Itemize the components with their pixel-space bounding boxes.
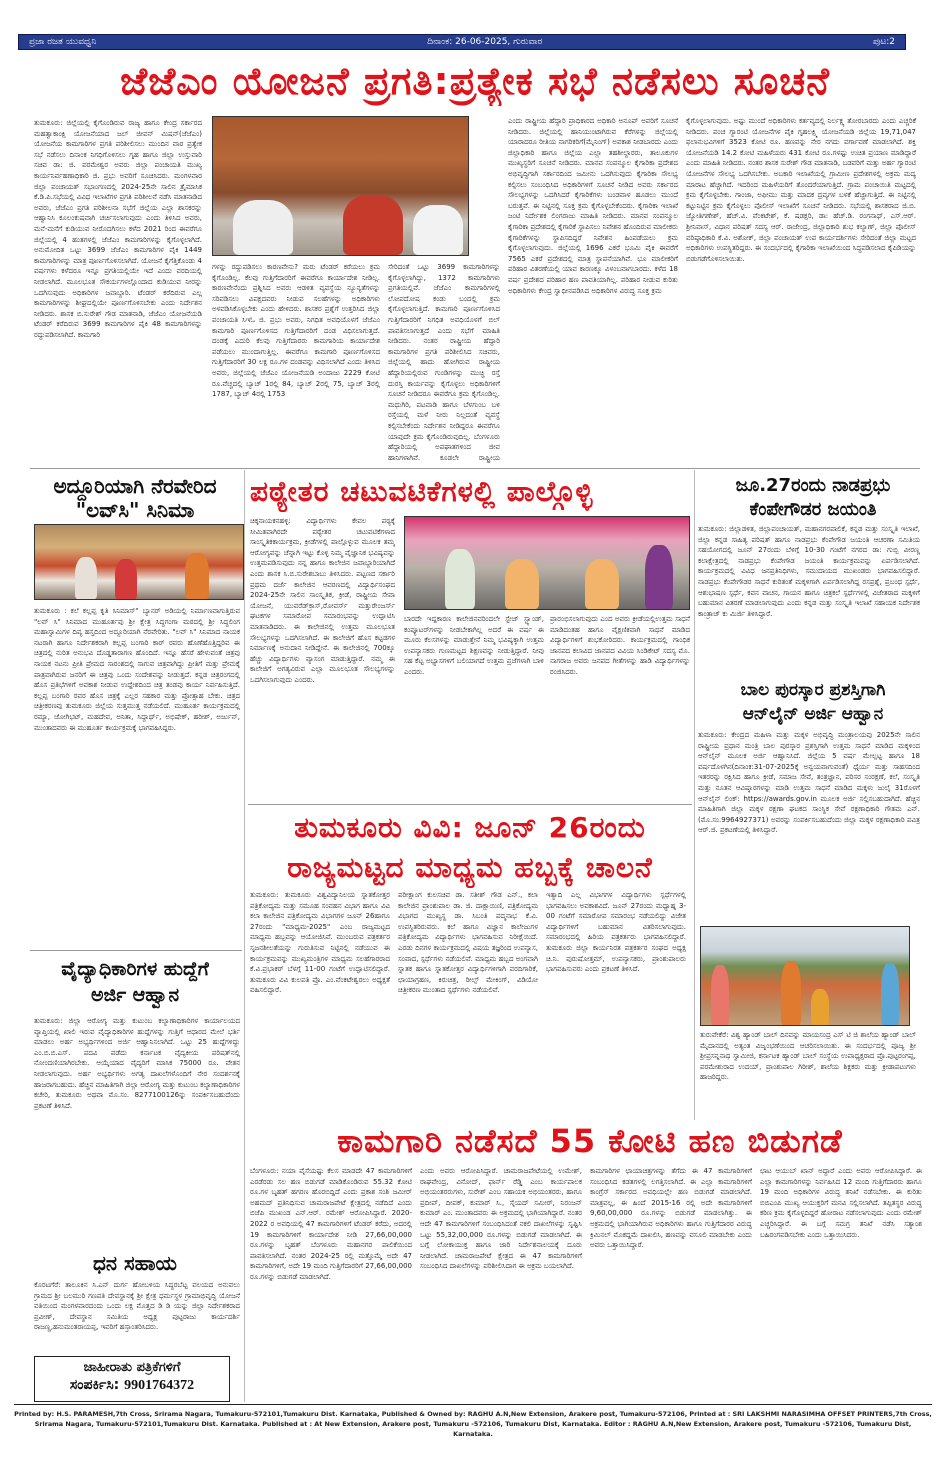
extracurricular-col-2: ಬಾರದೇ ಇದ್ದಕಾರಣ ಕಾಲೇಜಿನವರಿಂದಲೇ ಸ್ಟೇಜ್ ಸ್ಟ್ಯಾಂಡ್, ಕಂಪ್ಯೂಟರ್‌ಗಳನ್ನು ನೀಡಬೇಕಾಗಿಲ್ಲ ಅದರೆ ಈ ವರ್ಷ ಈ ಮೂರು ಕೆಲಸಗಳನ್ನು ಮಾಡುತ್ತೇನೆ ನಿಮ್ಮ ಭವಿಷ್ಯಕ್ಕಾಗಿ ಉತ್ತಮ ಉಪನ್ಯಾಸಕರು ಗುಣಮಟ್ಟದ ಶಿಕ್ಷಣವನ್ನು ನೀಡುತ್ತಿದ್ದಾರೆ. ನೀವು ಸಹ ಕೆಟ್ಟ ಅಭ್ಯಾಸಗಳಿಗೆ ಬಲಿಯಾಗದೆ ಉತ್ತಮ ಪ್ರಜೆಗಳಾಗಿ ಬಾಳಿ ಎಂದರು. (404, 615, 544, 676)
lovesi-body: ತುಮಕೂರು : ಕಲೆ ಕಲ್ಲಪ್ಪ ಕೃತಿ ಸಿನಿಮಾಸ್" ಬ್ಯಾನರ್ ಅಡಿಯಲ್ಲಿ ನಿರ್ಮಾಣವಾಗುತ್ತಿರುವ "ಲವ್ ಸಿ" ಸಿನಿಮಾದ ಮುಹೂರ್ತವು ಶ್ರೀ ಕ್ಷೇತ್ರ ಸಿದ್ಧಗಂಗಾ ಮಠದಲ್ಲಿ ಶ್ರೀ ಸಿದ್ಧಲಿಂಗ ಮಹಾಸ್ವಾಮಿಗಳ ದಿವ್ಯ ಹಸ್ತದಿಂದ ಅದ್ದೂರಿಯಾಗಿ ನೆರವೇರಿತು. "ಲವ್ ಸಿ" ಸಿನಿಮಾದ ನಾಯಕ ನಟರಾಗಿ ಹಾಗೂ ನಿರ್ದೇಶಕರಾಗಿ ಕಲ್ಲಪ್ಪ ಬಂಗಾರಿ ಕಾರ್ ರವರು ಹೊಣೆಹೊತ್ತಿದ್ದರಿವ ಈ ಚಿತ್ರದಲ್ಲಿ ನುರಿತ ಅನುಭವಿ ದೊಡ್ಡತಾರಾಗಣ ಹೊಂದಿದೆ. ಇನ್ನೂ ಹೆಸರೆ ಹೇಳುವಂತೆ ಚಿತ್ರವು ನಾಯಕ ನಟನು ಪ್ರೀತಿ ಪ್ರೇಮದ ಸಾರಂಶದಲ್ಲಿ ಸಾಗುವ ಚಿತ್ರವಾಗಿದ್ದು ಪ್ರೀತಿಗೆ ಮತ್ತು ಪ್ರೇಮಕ್ಕೆ ಪಾತ್ರವಾಗಿರುವ ಜನರಿಗೆ ಈ ಚಿತ್ರವು ಒಂದು ಸಂದೇಶವನ್ನು ನೀಡುತ್ತದೆ. ಕನ್ನಡ ಚಿತ್ರರಂಗದಲ್ಲಿ ಹೊಸ ಪ್ರತಿಭೆಗಳಿಗೆ ಅವಕಾಶ ನೀಡುವ ಉದ್ದೇಶದಿಂದ ಚಿತ್ರ ತಂಡವು ಕಾರ್ಯ ನಿರ್ವಹಿಸುತ್ತಿದೆ. ಕಲ್ಲಪ್ಪ ಬಂಗಾರಿ ರವರ ಹೊಸ ಚಿತ್ರಕ್ಕೆ ಎಲ್ಲರ ಸಹಕಾರ ಮತ್ತು ಪ್ರೋತ್ಸಾಹ ಬೇಕು. ಚಿತ್ರದ ಚಿತ್ರೀಕರಣವು ತುಮಕೂರು ಜಿಲ್ಲೆಯ ಸುತ್ತಮುತ್ತ ನಡೆಯಲಿದೆ. ಮುಹೂರ್ತ ಕಾರ್ಯಕ್ರಮದಲ್ಲಿ ರಮ್ಯಾ, ಜೋಗಿಭಟ್, ಮಹದೇವ, ಅನಿತಾ, ಸಿದ್ದಾರ್ಥ್, ಅಭಿಷೇಕ್, ಹರೀಶ್, ಅರ್ಜುನ್, ಮುಂತಾದವರು ಈ ಮುಹೂರ್ತ ಕಾರ್ಯಕ್ರಮಕ್ಕೆ ಭಾಗವಹಿಸಿದ್ದರು. (34, 607, 240, 732)
bala-puraskar-headline-line1: ಬಾಲ ಪುರಸ್ಕಾರ ಪ್ರಶಸ್ತಿಗಾಗಿ (740, 680, 886, 700)
kempegowda-headline (698, 474, 928, 522)
dhana-sahaya-body: ಕೊರಟಗೆರೆ: ತಾಲೂಕಿನ ಸಿ.ಎನ್ ದುರ್ಗ ಹೋಬಳಿಯ ಸಿದ್ಧರಬೆಟ್ಟ ವಲಯದ ಅನುವಲು ಗ್ರಾಮದ ಶ್ರೀ ಬಲಮುರಿ ಗಣಪತಿ ದೇವಸ್ಥಾನಕ್ಕೆ ಶ್ರೀ ಕ್ಷೇತ್ರ ಧರ್ಮಸ್ಥಳ ಗ್ರಾಮಾಭಿವೃದ್ಧಿ ಯೋಜನೆ ವತಿಯಿಂದ ಮಂಗಳವಾರದಂದು ಒಂದು ಲಕ್ಷ ಮೊತ್ತದ ಡಿ ಡಿ ಯನ್ನು ಜಿಲ್ಲಾ ನಿರ್ದೇಶಕರಾದ ಪ್ರವೀಣ್, ದೇವಸ್ಥಾನ ಸಮಿತಿಯ ಅಧ್ಯಕ್ಷ ಪುಟ್ಟರಾಜು ಕಾರ್ಯದರ್ಶಿ ರಾಜಣ್ಣ,ಹನುಮಂತರಾಯಪ್ಪ, ಇವರಿಗೆ ಹಸ್ತಾಂತರಿಸಿದರು. (34, 1281, 240, 1332)
lead-col-1: ತುಮಕೂರು: ಜಿಲ್ಲೆಯಲ್ಲಿ ಕೈಗೊಂಡಿರುವ ರಾಜ್ಯ ಹಾಗೂ ಕೇಂದ್ರ ಸರ್ಕಾರದ ಮಹತ್ವಾಕಾಂಕ್ಷಿ ಯೋಜನೆಯಾದ ಜಲ್ ಜೀವನ್ ಮಿಷನ್(ಜೆಜೆಎಂ) ಯೋಜನೆಯ ಕಾಮಗಾರಿಗಳ ಪ್ರಗತಿ ಪರಿಶೀಲಿಸಲು ಮುಂದಿನ ವಾರ ಪ್ರತ್ಯೇಕ ಸಭೆ ನಡೆಸಲು ದಿನಾಂಕ ನಿಗಧಿಗೊಳಿಸಲು ಗೃಹ ಹಾಗೂ ಜಿಲ್ಲಾ ಉಸ್ತುವಾರಿ ಸಚಿವ ಡಾ: ಜಿ. ಪರಮೇಶ್ವರ ಅವರು ಜಿಲ್ಲಾ ಪಂಚಾಯತಿ ಮುಖ್ಯ ಕಾರ್ಯನಿರ್ವಹಣಾಧಿಕಾರಿ ಜಿ. ಪ್ರಭು ಅವರಿಗೆ ಸೂಚಿಸಿದರು. ಮಂಗಳವಾರ ಜಿಲ್ಲಾ ಪಂಚಾಯತ್ ಸಭಾಂಗಣದಲ್ಲಿ 2024-25ನೇ ಸಾಲಿನ ತ್ರೈಮಾಸಿಕ ಕೆ.ಡಿ.ಪಿ.ಸಭೆಯಲ್ಲಿ ವಿವಿಧ ಇಲಾಖೆಗಳ ಪ್ರಗತಿ ಪರಿಶೀಲನೆ ನಡೆಸಿ ಮಾತನಾಡಿದ ಅವರು, ಜೆಜೆಎಂ ಪ್ರಗತಿ ಪರಿಶೀಲನಾ ಸಭೆಗೆ ಜಿಲ್ಲೆಯ ಎಲ್ಲಾ ಶಾಸಕರನ್ನು ಆಹ್ವಾನಿಸಿ ಕೂಲಂಕುಷವಾಗಿ ಚರ್ಚಿಸಲಾಗುವುದು ಎಂದು ತಿಳಿಸಿದ ಅವರು, ಮನೆ-ಮನೆಗೆ ಕುಡಿಯುವ ನೀರೊದಗಿಸಲು ಕಳೆದ 2021 ರಿಂದ ಈವರೆಗೂ ಜಿಲ್ಲೆಯಲ್ಲಿ 4 ಹಂತಗಳಲ್ಲಿ ಜೆಜೆಎಂ ಕಾಮಗಾರಿಗಳನ್ನು ಕೈಗೊಳ್ಳಲಾಗಿದೆ. ಅನುಮೋದಿತ ಒಟ್ಟು 3699 ಜೆಜೆಎಂ ಕಾಮಗಾರಿಗಳ ಪೈಕಿ 1449 ಕಾಮಗಾರಿಗಳನ್ನು ಮಾತ್ರ ಪೂರ್ಣಗೊಳಿಸಲಾಗಿದೆ. ಯೋಜನೆ ಕೈಗೆತ್ತಿಕೊಂಡು 4 ವರ್ಷಗಳು ಕಳೆದರೂ ಇನ್ನೂ ಪ್ರಗತಿಯಲ್ಲಿಯೇ ಇದೆ ಎಂದು ವರದಿಯಲ್ಲಿ ನೀಡಲಾಗಿದೆ. ಮೂಲಭೂತ ಸೌಕರ್ಯಗಳಲ್ಲೊಂದಾದ ಕುಡಿಯುವ ನೀರನ್ನು ಒದಗಿಸುವುದು ಅಧಿಕಾರಿಗಳ ಜವಾಬ್ದಾರಿ. ಟೆಂಡರ್ ಕರೆದಿರುವ ಎಲ್ಲ ಕಾಮಗಾರಿಗಳನ್ನು ಶೀಘ್ರದಲ್ಲಿಯೇ ಪೂರ್ಣಗೊಳಿಸಬೇಕು ಎಂದು ನಿರ್ದೇಶನ ನೀಡಿದರು. ಶಾಸಕ ಬಿ.ಸುರೇಶ್ ಗೌಡ ಮಾತನಾಡಿ, ಜೆಜೆಎಂ ಯೋಜನೆಯಡಿ ಟೆಂಡರ್ ಕರೆದಿರುವ 3699 ಕಾಮಗಾರಿಗಳ ಪೈಕಿ 48 ಕಾಮಗಾರಿಗಳನ್ನು ರದ್ದುಪಡಿಸಲಾಗಿದೆ. ಕಾಮಗಾರಿ (34, 119, 202, 339)
page-number: ಪುಟ:2 (873, 37, 895, 47)
lead-col-4: ಎಂದು ರಾಷ್ಟ್ರೀಯ ಹೆದ್ದಾರಿ ಪ್ರಾಧಿಕಾರದ ಅಧಿಕಾರಿ ಅನೂಪ್ ಅವರಿಗೆ ಸೂಚನೆ ನೀಡಿದರು. ಜಿಲ್ಲೆಯಲ್ಲಿ ಹಾನಿಯುಂಟಾಗಿರುವ ಕೆರೆಗಳನ್ನು ಜಿಲ್ಲೆಯಲ್ಲಿ ಯಾರಾದರೂ ರೀತಿಯ ನಾಗರಿಕರಿಗೆ(ಮೈನಿಂಗ್) ಅವಕಾಶ ನೀಡಬಾರದು ಎಂದು ಜಿಲ್ಲಾಧಿಕಾರಿ ಹಾಗೂ ಜಿಲ್ಲೆಯ ಎಲ್ಲಾ ತಹಶೀಲ್ದಾರರು, ತಾಲೂಕುಗಳ ಮುಖ್ಯಸ್ಥರಿಗೆ ಸೂಚನೆ ನೀಡಿದರು. ಮಾನವ ಸಂಪನ್ಮೂಲ ಕೈಗಾರಿಕಾ ಪ್ರದೇಶದ ಅಭಿವೃದ್ಧಿಗಾಗಿ ಸರ್ಕಾರದಿಂದ ಜಮೀನು ಒದಗಿಸುವುದು ಕೈಗಾರಿಕಾ ಸೌಲಭ್ಯ ಕಲ್ಪಿಸಲು ಸಂಬಂಧಿಸಿದ ಅಧಿಕಾರಿಗಳಿಗೆ ಸೂಚನೆ ನೀಡಿದ ಅವರು ಸರ್ಕಾರದ ಸೌಲಭ್ಯಗಳನ್ನು ಒದಗಿಸಿದರೆ ಕೈಗಾರಿಕೆಗಳು ಬಂಡವಾಳ ಹೂಡಲು ಮುಂದೆ ಬರುತ್ತವೆ. ಈ ನಿಟ್ಟಿನಲ್ಲಿ ಸೂಕ್ತ ಕ್ರಮ ಕೈಗೊಳ್ಳಬೇಕೆಂದರು. ಕೈಗಾರಿಕಾ ಇಲಾಖೆ ಜಂಟಿ ನಿರ್ದೇಶಕ ಲಿಂಗರಾಜು ಮಾಹಿತಿ ನೀಡಿದರು. ಮಾನವ ಸಂಪನ್ಮೂಲ ಕೈಗಾರಿಕಾ ಪ್ರದೇಶದಲ್ಲಿ ಕೈಗಾರಿಕೆ ಸ್ಥಾಪಿಸಲು ನಿವೇಶನ ಹೊಂದಿರುವ ಮಾಲೀಕರು ಕೈಗಾರಿಕೆಗಳನ್ನು ಸ್ಥಾಪಿಸದಿದ್ದರೆ ನಿವೇಶನ ಹಿಂಪಡೆಯಲು ಕ್ರಮ ಕೈಗೊಳ್ಳಲಾಗುವುದು. ಜಿಲ್ಲೆಯಲ್ಲಿ 1696 ಎಕರೆ ಭೂಮಿ ಪೈಕಿ ಈವರೆಗೆ 7565 ಎಕರೆ ಪ್ರದೇಶದಲ್ಲಿ ಮಾತ್ರ ಸ್ಥಾಪನೆಯಾಗಿವೆ. ಭೂ ಮಾಲೀಕರಿಗೆ ಪರಿಹಾರ ವಿತರಣೆಯಲ್ಲಿ ಯಾವ ಕಾರಣಕ್ಕೂ ವಿಳಂಬವಾಗಬಾರದು. ಕಳೆದ 18 ವರ್ಷ ಪ್ರದೇಶದ ಪರಿಹಾರ ಹಣ ಪಾವತಿಯಾಗಿಲ್ಲ. ಪರಿಹಾರ ನೀಡುವ ಕುರಿತು ಅಧಿಕಾರಿಗಳು ಕೇಂದ್ರ ಸ್ವಾಧೀನಪಡಿಸಿದ ಅಧಿಕಾರಿಗಳ ವಿರುದ್ಧ ಸೂಕ್ತ ಕ್ರಮ (508, 117, 678, 295)
photo-figure (343, 195, 403, 255)
ad-phone: 9901764372 (124, 1378, 195, 1393)
imprint-line-2: Srirama Nagara, Tumakuru-572101,Tumakuru Dist. Karnataka. Published at : At New Extension, Arakere post, Tumakuru -572106, Tumakuru Dist, Karnataka. Editor : RAGHU A.N,New Extension, Arakere post, Tumakuru -572106, Tumakuru Dist, Karnataka. (34, 1420, 912, 1438)
photo-figure (811, 989, 829, 1025)
funds-col-4: ಛಾಟ ಆಯುಬ್ ಖಾನ್ ಅದ್ದಾರೆ ಎಂದು ಅವರು ಆರೋಪಿಸಿದ್ದಾರೆ. ಈ ಎಲ್ಲಾ ಕಾಮಗಾರಿಗಳನ್ನು ನಿರ್ವಹಿಸಿದ 12 ಮಂದಿ ಗುತ್ತಿಗೆದಾರರು ಹಾಗೂ 19 ಮಂದಿ ಅಧಿಕಾರಿಗಳ ವಿರುದ್ಧ ತನಿಖೆ ನಡೆಸಬೇಕು. ಈ ಕುರಿತು ಬಿಬಿಎಂಪಿ ಮುಖ್ಯ ಆಯುಕ್ತರಿಗೆ ಮನವಿ ಸಲ್ಲಿಸಲಾಗಿದೆ. ತಪ್ಪಿತಸ್ಥರ ವಿರುದ್ಧ ಕಠಿಣ ಕ್ರಮ ಕೈಗೊಳ್ಳದಿದ್ದರೆ ಹೋರಾಟ ನಡೆಸಲಾಗುವುದು ಎಂದು ರಮೇಶ್ ಎಚ್ಚರಿಸಿದ್ದಾರೆ. ಈ ಬಗ್ಗೆ ಸಮಗ್ರ ತನಿಖೆ ನಡೆಸಿ ಸತ್ಯಾಂಶ ಬಹಿರಂಗಪಡಿಸಬೇಕು ಎಂದು ಒತ್ತಾಯಿಸಿದರು. (760, 1167, 922, 1239)
paper-name: ಪ್ರಜಾ ರಜತ ಯುವಧ್ವನಿ (29, 37, 97, 47)
imprint-line-1: Printed by: H.S. PARAMESH,7th Cross, Srirama Nagara, Tumakuru-572101,Tumakuru Dist. Karnataka, Published & Owned by: RAGHU A.N,New Extension, Arakere post, Tumakuru-572106, Printed at : SRI LAKSHMI NARASIMHA OFFSET PRINTERS,7th Cross, (14, 1410, 932, 1418)
masthead-bar (18, 34, 906, 50)
media-fest-col-3: ಇತ್ಯಾದಿ ಎಲ್ಲ ವಿಭಾಗಗಳ ವಿದ್ಯಾರ್ಥಿಗಳು ಸ್ಪರ್ಧೆಗಳಲ್ಲಿ ಭಾಗವಹಿಸಲು ಅವಕಾಶವಿದೆ. ಜೂನ್ 27ರಂದು ಮಧ್ಯಾಹ್ನ 3-00 ಗಂಟೆಗೆ ಸಮಾರೋಪ ಸಮಾರಂಭ ನಡೆಯಲಿದ್ದು ವಿಜೇತ ವಿದ್ಯಾರ್ಥಿಗಳಿಗೆ ಬಹುಮಾನ ವಿತರಿಸಲಾಗುವುದು. ಸಮಾರಂಭದಲ್ಲಿ ಹಿರಿಯ ಪತ್ರಕರ್ತರು ಭಾಗವಹಿಸಲಿದ್ದಾರೆ. ತುಮಕೂರು ಜಿಲ್ಲಾ ಕಾರ್ಯನಿರತ ಪತ್ರಕರ್ತರ ಸಂಘದ ಅಧ್ಯಕ್ಷ ಚಿ.ನಿ. ಪುರುಷೋತ್ತಮ್, ಉಪನ್ಯಾಸಕರು, ಪ್ರಾಂಶುಪಾಲರು ಭಾಗವಹಿಸುವರು ಎಂದು ಪ್ರಕಟಣೆ ತಿಳಿಸಿದೆ. (546, 891, 686, 974)
bala-puraskar-headline-line2: ಆನ್‌ಲೈನ್ ಅರ್ಜಿ ಆಹ್ವಾನ (742, 704, 884, 724)
lovesi-headline-line1: ಅದ್ದೂರಿಯಾಗಿ ನೆರವೇರಿದ (53, 474, 217, 498)
funds-headline: ಕಾಮಗಾರಿ ನಡೆಸದೆ 55 ಕೋಟಿ ಹಣ ಬಿಡುಗಡೆ (337, 1122, 843, 1160)
media-fest-headline-line1: ತುಮಕೂರು ವಿವಿ: ಜೂನ್ 26ರಂದು (294, 811, 646, 844)
photo-figure (233, 200, 293, 255)
ad-line-1: ಜಾಹೀರಾತು ಪತ್ರಿಕೆಗಳಿಗೆ (83, 1360, 181, 1375)
kempegowda-headline-line2: ಕೆಂಪೇಗೌಡರ ಜಯಂತಿ (749, 499, 877, 520)
media-fest-col-1: ತುಮಕೂರು: ತುಮಕೂರು ವಿಶ್ವವಿದ್ಯಾನಿಲಯ ಸ್ನಾತಕೋತ್ತರ ಪತ್ರಿಕೋದ್ಯಮ ಮತ್ತು ಸಮೂಹ ಸಂವಹನ ವಿಭಾಗ ಹಾಗೂ ವಿವಿ ಕಲಾ ಕಾಲೇಜಿನ ಪತ್ರಿಕೋದ್ಯಮ ವಿಭಾಗಗಳ ಜೂನ್ 26ಹಾಗೂ 27ರಂದು "ಮಾಧ್ಯಮ-2025" ಎಂಬ ರಾಜ್ಯಮಟ್ಟದ ಮಾಧ್ಯಮ ಹಬ್ಬವನ್ನು ಆಯೋಜಿಸಿವೆ. ಮುಂಬರುವ ಪತ್ರಕರ್ತರ ಸೃಜನಶೀಲತೆಯನ್ನು ಗುರುತಿಸುವ ನಿಟ್ಟಿನಲ್ಲಿ ನಡೆಯುವ ಈ ಕಾರ್ಯಕ್ರಮವನ್ನು ಮುಖ್ಯಮಂತ್ರಿಗಳ ಮಾಧ್ಯಮ ಸಲಹೆಗಾರರಾದ ಕೆ.ವಿ.ಪ್ರಭಾಕರ್ ಬೆಳಗ್ಗೆ 11-00 ಗಂಟೆಗೆ ಉದ್ಘಾಟಿಸಲಿದ್ದಾರೆ. ತುಮಕೂರು ವಿವಿ ಕುಲಪತಿ ಪ್ರೊ. ಎಂ.ವೆಂಕಟೇಶ್ವರಲು ಅಧ್ಯಕ್ಷತೆ ವಹಿಸಲಿದ್ದಾರೆ. (250, 891, 390, 995)
kempegowda-headline-line1: ಜೂ.27ರಂದು ನಾಡಪ್ರಭು (735, 475, 891, 496)
lovesi-photo (34, 524, 244, 600)
lovesi-headline-line2: "ಲವ್‌ಸಿ" ಸಿನಿಮಾ (75, 498, 195, 522)
extracurricular-headline: ಪಠ್ಯೇತರ ಚಟುವಟಿಕೆಗಳಲ್ಲಿ ಪಾಲ್ಗೊಳ್ಳಿ (250, 475, 594, 508)
bala-puraskar-headline (698, 678, 928, 726)
lead-headline: ಜೆಜೆಎಂ ಯೋಜನೆ ಪ್ರಗತಿ:ಪ್ರತ್ಯೇಕ ಸಭೆ ನಡೆಸಲು ಸೂಚನೆ (120, 59, 830, 103)
lovesi-headline (30, 474, 240, 522)
ad-contact-label: ಸಂಪರ್ಕಿಸಿ: (69, 1377, 120, 1393)
funds-col-1: ಬೆಂಗಳೂರು: ನಯಾ ಪೈಸೆಯಷ್ಟು ಕೆಲಸ ಮಾಡದೇ 47 ಕಾಮಗಾರಿಗಳಿಗೆ ಎರಡೆರಡು ಸಲ ಹಣ ಬಿಡುಗಡೆ ಮಾಡಿಕೊಂಡಿರುವ 55.32 ಕೋಟಿ ರೂ.ಗಳ ಬೃಹತ್ ಹಗರಣ ಹೊರಬಿದ್ದಿದೆ ಎಂದು ಪ್ರಕಾಶ ಸಂಶಿ ಜಮೀರ್ ಅಹಮದ್ ಪ್ರತಿನಿಧಿಸುವ ಚಾಮರಾಜಪೇಟೆ ಕ್ಷೇತ್ರದಲ್ಲಿ ನಡೆದಿದೆ ಎಂದು ಬಿಜೆಪಿ ಮುಖಂಡ ಎನ್.ಆರ್. ರಮೇಶ್ ಆರೋಪಿಸಿದ್ದಾರೆ. 2020-2022 ರ ಅವಧಿಯಲ್ಲಿ 47 ಕಾಮಗಾರಿಗಳಿಗೆ ಟೆಂಡರ್ ಕರೆದು, ಅದರಲ್ಲಿ 19 ಕಾಮಗಾರಿಗಳಿಗೆ ಕಾರ್ಯಾದೇಶ ನೀಡಿ 27,66,00,000 ರೂ.ಗಳನ್ನು ಬೃಹತ್ ಬೆಂಗಳೂರು ಮಹಾನಗರ ಪಾಲಿಕೆಯಿಂದ ಪಾವತಿಸಲಾಗಿದೆ. ನಂತರ 2024-25 ರಲ್ಲಿ ಮತ್ತೊಮ್ಮೆ ಅದೇ 47 ಕಾಮಗಾರಿಗಳಿಗೆ, ಅದೇ 19 ಮಂದಿ ಗುತ್ತಿಗೆದಾರರಿಗೆ 27,66,00,000 ರೂ.ಗಳನ್ನು ಬಿಡುಗಡೆ ಮಾಡಲಾಗಿದೆ. (250, 1167, 412, 1281)
media-fest-headline-line2: ರಾಜ್ಯಮಟ್ಟದ ಮಾಧ್ಯಮ ಹಬ್ಬಕ್ಕೆ ಚಾಲನೆ (287, 851, 653, 884)
kempegowda-body: ತುಮಕೂರು: ಜಿಲ್ಲಾಡಳಿತ, ಜಿಲ್ಲಾಪಂಚಾಯತ್, ಮಹಾನಗರಪಾಲಿಕೆ, ಕನ್ನಡ ಮತ್ತು ಸಂಸ್ಕೃತಿ ಇಲಾಖೆ, ಜಿಲ್ಲಾ ಕನ್ನಡ ಸಾಹಿತ್ಯ ಪರಿಷತ್ ಹಾಗೂ ನಾಡಪ್ರಭು ಕೆಂಪೇಗೌಡ ಜಯಂತಿ ಆಚರಣಾ ಸಮಿತಿಯ ಸಹಯೋಗದಲ್ಲಿ ಜೂನ್ 27ರಂದು ಬೆಳಿಗ್ಗೆ 10-30 ಗಂಟೆಗೆ ನಗರದ ಡಾ: ಗುಬ್ಬಿ ವೀರಣ್ಣ ಕಲಾಕ್ಷೇತ್ರದಲ್ಲಿ ನಾಡಪ್ರಭು ಕೆಂಪೇಗೌಡ ಜಯಂತಿ ಕಾರ್ಯಕ್ರಮವನ್ನು ಏರ್ಪಡಿಸಲಾಗಿದೆ. ಕಾರ್ಯಕ್ರಮದಲ್ಲಿ ವಿವಿಧ ಜನಪ್ರತಿನಿಧಿಗಳು, ಸಮುದಾಯದ ಮುಖಂಡರು ಭಾಗವಹಿಸಲಿದ್ದಾರೆ. ನಾಡಪ್ರಭು ಕೆಂಪೇಗೌಡರ ಸಾಧನೆ ಕುರಿತಂತೆ ಮಕ್ಕಳಿಗಾಗಿ ಏರ್ಪಡಿಸಲಾಗಿದ್ದ ರಸಪ್ರಶ್ನೆ, ಪ್ರಬಂಧ ಸ್ಪರ್ಧೆ, ಆಶುಭಾಷಣ ಸ್ಪರ್ಧೆ, ಕವನ ವಾಚನ, ಗಾಯನ ಹಾಗೂ ಚಿತ್ರಕಲೆ ಸ್ಪರ್ಧೆಗಳಲ್ಲಿ ವಿಜೇತರಾದ ಮಕ್ಕಳಿಗೆ ಬಹುಮಾನ ವಿತರಣೆ ಮಾಡಲಾಗುವುದು ಎಂದು ಕನ್ನಡ ಮತ್ತು ಸಂಸ್ಕೃತಿ ಇಲಾಖೆ ಸಹಾಯಕ ನಿರ್ದೇಶಕ ಕಾಂತ್ರಾಜ್ ಕು ಮಿರ್ಜಿ ತಿಳಿಸಿದ್ದಾರೆ. (698, 525, 920, 618)
photo-figure (505, 559, 539, 609)
divider (30, 468, 920, 469)
funds-col-2: ಎಂದು ಅವರು ಆರೋಪಿಸಿದ್ದಾರೆ. ಚಾಮರಾಜಪೇಟೆಯಲ್ಲಿ ಉಮೇಶ್, ರಾಘವೇಂದ್ರ, ವಿನೋದ್, ಫಾರ್ನ್ ರೆಡ್ಡಿ ಎಂಬ ಕಾರ್ಯಪಾಲಕ ಅಭಿಯಂತರರುಗಳು, ಸುರೇಶ್ ಎಂಬ ಸಹಾಯಕ ಅಭಿಯಂತರರು, ಹಾಗೂ ಪ್ರದೀಪ್, ದೀಪಕ್, ಕುಮಾರ್ ಸಿ., ಸೈಯದ್ ಸಮೀರ್, ನಿರಂಜನ್ ಕುಮಾರ್ ಎಂ. ಮುಂತಾದವರು ಈ ಅಕ್ರಮದಲ್ಲಿ ಭಾಗಿಯಾಗಿದ್ದಾರೆ. ನಂತರ ಆದೇ 47 ಕಾಮಗಾರಿಗಳಿಗೆ ಸಂಬಂಧಿಸಿದಂತೆ ನಕಲಿ ದಾಖಲೆಗಳನ್ನು ಸೃಷ್ಟಿಸಿ ಒಟ್ಟು 55,32,00,000 ರೂ.ಗಳನ್ನು ಬಿಡುಗಡೆ ಮಾಡಲಾಗಿದೆ. ಈ ಬಗ್ಗೆ ಲೋಕಾಯುಕ್ತ ಹಾಗೂ ಜಾರಿ ನಿರ್ದೇಶನಾಲಯಕ್ಕೆ ದೂರು ನೀಡಲಾಗಿದೆ. ಚಾಮರಾಜಪೇಟೆ ಕ್ಷೇತ್ರದ ಈ 47 ಕಾಮಗಾರಿಗಳಿಗೆ ಸಂಬಂಧಿಸಿದ ದಾಖಲೆಗಳನ್ನು ಪರಿಶೀಲಿಸಿದಾಗ ಈ ಅಕ್ರಮ ಬಯಲಾಗಿದೆ. (420, 1167, 582, 1271)
extracurricular-col-3: ಪ್ರಾರಂಭಿಸಲಾಗುವುದು ಎಂದ ಅವರು ಕ್ರೀಡೆಯಲ್ಲಿಉತ್ತಮ ಸಾಧನೆ ಮಾಡಿದಂತಹ ಹಾಗೂ ವೈಕ್ಷಣಿಕವಾಗಿ ಸಾಧನೆ ಮಾಡಿದ ವಿದ್ಯಾರ್ಥಿಗಳಿಗೆ ಶುಭಕೋರಿದರು. ಕಾರ್ಯಕ್ರಮದಲ್ಲಿ ಗಾಂಧಿಕ ಜಾನಪದ ಕಲಾವಿದ ಜಾನಪದ ವಿವಿಯ ಸಿಂಡಿಕೇಟ್ ಸದಸ್ಯ ಮೊ. ನಾಗರಾಜ ಅವರು ಜನಪದ ಗೀತೆಗಳನ್ನು ಹಾಡಿ ವಿದ್ಯಾರ್ಥಿಗಳನ್ನು ರಂಜಿಸಿದರು. (550, 615, 690, 676)
photo-figure (711, 965, 729, 1025)
photo-figure (585, 559, 619, 609)
media-fest-col-2: ಪರೀಕ್ಷಾಂಗ ಕುಲಸಚಿವ ಡಾ. ಸತೀಶ್ ಗೌಡ ಎನ್., ಕಲಾ ಕಾಲೇಜಿನ ಪ್ರಾಂಶುಪಾಲ ಡಾ. ಜಿ. ದಾಕ್ಷಾಯಿಣಿ, ಪತ್ರಿಕೋದ್ಯಮ ವಿಭಾಗದ ಮುಖ್ಯಸ್ಥ ಡಾ. ಸಿಬಂತಿ ಪದ್ಮನಾಭ ಕೆ.ವಿ. ಉಪಸ್ಥಿತರಿರುವರು. ಕಲೆ ಹಾಗೂ ವಿಜ್ಞಾನ ಕಾಲೇಜುಗಳ ಪತ್ರಿಕೋದ್ಯಮ ವಿದ್ಯಾರ್ಥಿಗಳು ಭಾಗವಹಿಸುವ ನಿರೀಕ್ಷೆಯಿದೆ. ಎರಡು ದಿನಗಳ ಕಾರ್ಯಕ್ರಮದಲ್ಲಿ ವಿಷಯ ತಜ್ಞರಿಂದ ಉಪನ್ಯಾಸ, ಸಂವಾದ, ಸ್ಪರ್ಧೆಗಳು ನಡೆಯಲಿವೆ. ಮಾಧ್ಯಮ ಹಬ್ಬದ ಅಂಗವಾಗಿ ಸ್ನಾತಕ ಹಾಗೂ ಸ್ನಾತಕೋತ್ತರ ವಿದ್ಯಾರ್ಥಿಗಳಿಗಾಗಿ ವರದಿಗಾರಿಕೆ, ಛಾಯಾಗ್ರಹಣ, ಕಿರುಚಿತ್ರ, ರೀಲ್ಸ್ ಮೇಕಿಂಗ್, ವಿಡಿಯೋ ಚಿತ್ರೀಕರಣ ಮುಂತಾದ ಸ್ಪರ್ಧೆಗಳು ನಡೆಯಲಿವೆ. (398, 891, 538, 995)
divider (244, 470, 245, 1402)
photo-figure (185, 553, 209, 599)
media-fest-headline (250, 808, 690, 888)
photo-figure (413, 205, 463, 255)
doctors-body: ತುಮಕೂರು: ಜಿಲ್ಲಾ ಆರೋಗ್ಯ ಮತ್ತು ಕುಟುಂಬ ಕಲ್ಯಾಣಾಧಿಕಾರಿಗಳ ಕಾರ್ಯಾಲಯದ ವ್ಯಾಪ್ತಿಯಲ್ಲಿ ಖಾಲಿ ಇರುವ ವೈದ್ಯಾಧಿಕಾರಿಗಳ ಹುದ್ದೆಗಳನ್ನು ಗುತ್ತಿಗೆ ಆಧಾರದ ಮೇಲೆ ಭರ್ತಿ ಮಾಡಲು ಅರ್ಹ ಅಭ್ಯರ್ಥಿಗಳಿಂದ ಅರ್ಜಿ ಆಹ್ವಾನಿಸಲಾಗಿದೆ. ಒಟ್ಟು 25 ಹುದ್ದೆಗಳಿದ್ದು ಎಂ.ಬಿ.ಬಿ.ಎಸ್. ಪದವಿ ಪಡೆದು ಕರ್ನಾಟಕ ವೈದ್ಯಕೀಯ ಪರಿಷತ್‌ನಲ್ಲಿ ನೋಂದಣಿಯಾಗಿರಬೇಕು. ಆಯ್ಕೆಯಾದ ವೈದ್ಯರಿಗೆ ಮಾಸಿಕ 75000 ರೂ. ವೇತನ ನೀಡಲಾಗುವುದು. ಅರ್ಹ ಅಭ್ಯರ್ಥಿಗಳು ಅಗತ್ಯ ದಾಖಲೆಗಳೊಂದಿಗೆ ನೇರ ಸಂದರ್ಶನಕ್ಕೆ ಹಾಜರಾಗಬಹುದು. ಹೆಚ್ಚಿನ ಮಾಹಿತಿಗಾಗಿ ಜಿಲ್ಲಾ ಆರೋಗ್ಯ ಮತ್ತು ಕುಟುಂಬ ಕಲ್ಯಾಣಾಧಿಕಾರಿಗಳ ಕಚೇರಿ, ತುಮಕೂರು ಅಥವಾ ಮೊ.ಸಂ. 8277100126ನ್ನು ಸಂಪರ್ಕಿಸಬಹುದೆಂದು ಪ್ರಕಟಣೆ ತಿಳಿಸಿದೆ. (34, 1017, 240, 1110)
lead-col-2: ಗಳನ್ನು ರದ್ದುಪಡಿಸಲು ಕಾರಣವೇನು? ಮರು ಟೆಂಡರ್ ಕರೆಯಲು ಕ್ರಮ ಕೈಗೊಂಡಿಲ್ಲ. ಕೆಲವು ಗುತ್ತಿಗೆದಾರರಿಗೆ ಈವರೆಗೂ ಕಾರ್ಯಾದೇಶ ನೀಡಿಲ್ಲ. ಕಾರಣವೇನೆಂದು ಪ್ರಶ್ನಿಸಿದ ಅವರು ಆಡಳಿತ ವ್ಯವಸ್ಥೆಯ ನ್ಯೂನ್ಯತೆಗಳನ್ನು ಸರಿಪಡಿಸಲು ವಿಪಕ್ಷದವರು ನೀಡುವ ಸಲಹೆಗಳನ್ನು ಅಧಿಕಾರಿಗಳು ಅಳವಡಿಸಿಕೊಳ್ಳಬೇಕು ಎಂದು ಹೇಳಿದರು. ಶಾಸಕರ ಪ್ರಶ್ನೆಗೆ ಉತ್ತರಿಸಿದ ಜಿಲ್ಲಾ ಪಂಚಾಯತಿ ಸಿಇಓ ಜಿ. ಪ್ರಭು ಅವರು, ನಿಗಧಿತ ಅವಧಿಯೊಳಗೆ ಜೆಜೆಎಂ ಕಾಮಗಾರಿ ಪೂರ್ಣಗೊಳಿಸದ ಗುತ್ತಿಗೆದಾರರಿಗೆ ದಂಡ ವಿಧಿಸಲಾಗುತ್ತದೆ. ದಂಡಕ್ಕೆ ಎದುರಿ ಕೆಲವು ಗುತ್ತಿಗೆದಾರರು ಕಾಮಗಾರಿಯ ಕಾರ್ಯಾದೇಶ ಪಡೆಯಲು ಮುಂದಾಗುತ್ತಿಲ್ಲ. ಈವರೆಗೂ ಕಾಮಗಾರಿ ಪೂರ್ಣಗೊಳಿಸದ ಗುತ್ತಿಗೆದಾರರಿಗೆ 30 ಲಕ್ಷ ರೂ.ಗಳ ದಂಡವನ್ನು ವಿಧಿಸಲಾಗಿದೆ ಎಂದು ತಿಳಿಸಿದ ಅವರು, ಜಿಲ್ಲೆಯಲ್ಲಿ ಜೆಜೆಎಂ ಯೋಜನೆಯಡಿ ಅಂದಾಜು 2229 ಕೋಟಿ ರೂ.ವೆಚ್ಚದಲ್ಲಿ ಬ್ಯಾಚ್ 1ರಲ್ಲಿ 84, ಬ್ಯಾಚ್ 2ರಲ್ಲಿ 75, ಬ್ಯಾಚ್ 3ರಲ್ಲಿ 1787, ಬ್ಯಾಚ್ 4ರಲ್ಲಿ 1753 (212, 263, 380, 399)
handball-caption: ತುರುವೇಕೆರೆ: ವಿಶ್ವ ಹ್ಯಾಂಡ್ ಬಾಲ್ ದಿನವನ್ನು ಮಾಯಸಂದ್ರ ಎಸ್ ಟಿ ಜಿ ಶಾಲೆಯ ಹ್ಯಾಂಡ್ ಬಾಲ್ ಮೈದಾನದಲ್ಲಿ ಅತ್ಯಂತ ವಿಜೃಂಭಣೆಯಿಂದ ಆಚರಿಸಲಾಯಿತು. ಈ ಸಂದರ್ಭದಲ್ಲಿ ಪೂಜ್ಯ ಶ್ರೀ ಶ್ರೀಪ್ರಸನ್ನನಾಥ ಸ್ವಾಮೀಜಿ, ಕರ್ನಾಟಕ ಹ್ಯಾಂಡ್ ಬಾಲ್ ಸಂಸ್ಥೆಯ ಉಪಾಧ್ಯಕ್ಷರಾದ ಪ್ರೊ.ಪುಟ್ಟರಂಗಪ್ಪ, ಪರಮೇಶುರಾದ ಉದಯ್, ಪ್ರಾಂಶುಪಾಲ ಗಿರೀಶ್, ಶಾಲೆಯ ಶಿಕ್ಷಕರು ಮತ್ತು ಕ್ರೀಡಾಪಟುಗಳು ಹಾಜರಿದ್ದರು. (700, 1031, 916, 1082)
doctors-headline-line1: ವೈದ್ಯಾಧಿಕಾರಿಗಳ ಹುದ್ದೆಗೆ (61, 958, 209, 980)
bala-puraskar-body: ತುಮಕೂರು: ಕೇಂದ್ರದ ಮಹಿಳಾ ಮತ್ತು ಮಕ್ಕಳ ಅಭಿವೃದ್ಧಿ ಮಂತ್ರಾಲಯವು 2025ನೇ ಸಾಲಿನ ರಾಷ್ಟ್ರೀಯ ಪ್ರಧಾನ ಮಂತ್ರಿ ಬಾಲ ಪುರಸ್ಕಾರ ಪ್ರಶಸ್ತಿಗಾಗಿ ಉತ್ತಮ ಸಾಧನೆ ಮಾಡಿದ ಮಕ್ಕಳಿಂದ ಆನ್‌ಲೈನ್ ಮೂಲಕ ಅರ್ಜಿ ಆಹ್ವಾನಿಸಿದೆ. ಜಿಲ್ಲೆಯ 5 ವರ್ಷ ಮೇಲ್ಪಟ್ಟ ಹಾಗೂ 18 ವರ್ಷದೊಳಗಿನ(ದಿನಾಂಕ:31-07-2025ಕ್ಕೆ ಅನ್ವಯವಾಗುವಂತೆ) ಧೈರ್ಯ ಮತ್ತು ಸಾಹಸದಿಂದ ಇತರರನ್ನು ರಕ್ಷಿಸಿದ ಹಾಗೂ ಕ್ರೀಡೆ, ಸಮಾಜ ಸೇವೆ, ತಂತ್ರಜ್ಞಾನ, ಪರಿಸರ ಸಂರಕ್ಷಣೆ, ಕಲೆ, ಸಂಸ್ಕೃತಿ ಮತ್ತು ನೂತನ ಆವಿಷ್ಕಾರಗಳನ್ನು ಮಾಡಿ ಉತ್ತಮ ಸಾಧನೆ ಮಾಡಿದ ಮಕ್ಕಳು ಜುಲೈ 31ರೊಳಗೆ ಆನ್‌ಲೈನ್ ಲಿಂಕ್: https://awards.gov.in ಮೂಲಕ ಅರ್ಜಿ ಸಲ್ಲಿಸಬಹುದಾಗಿದೆ. ಹೆಚ್ಚಿನ ಮಾಹಿತಿಗಾಗಿ ಜಿಲ್ಲಾ ಮಕ್ಕಳ ರಕ್ಷಣಾ ಘಟಕದ ಸಾಂಸ್ಥಿಕ ಸೇವೆ ರಕ್ಷಣಾಧಿಕಾರಿ ಗೌತಮ ಎನ್.(ಮೊ.ಸಂ.9964927371) ಅವರನ್ನು ಸಂಪರ್ಕಿಸಬಹುದೆಂದು ಜಿಲ್ಲಾ ಮಕ್ಕಳ ರಕ್ಷಣಾಧಿಕಾರಿ ಪವಿತ್ರ ಆರ್.ಜಿ. ಪ್ರಕಟಣೆಯಲ್ಲಿ ತಿಳಿಸಿದ್ದಾರೆ. (698, 731, 920, 835)
divider (30, 950, 242, 951)
divider (248, 804, 692, 805)
photo-figure (115, 559, 137, 599)
dhana-sahaya-headline: ಧನ ಸಹಾಯ (93, 1251, 177, 1275)
photo-figure (75, 557, 97, 599)
extracurricular-photo (404, 516, 690, 610)
imprint-footer (14, 1404, 932, 1439)
doctors-headline (30, 956, 240, 1008)
funds-col-3: ಕಾಮಗಾರಿಗಳ ಛಾಯಾಚಿತ್ರಗಳನ್ನು ತೆಗೆದು ಈ 47 ಕಾಮಗಾರಿಗಳಿಗೆ ಸಂಬಂಧಿಸಿದ ಕಡತಗಳಲ್ಲಿ ಲಗತ್ತಿಸಲಾಗಿದೆ. ಈ ಎಲ್ಲಾ ಕಾಮಗಾರಿಗಳಿಗೆ ಕಾಂಗ್ರೆಸ್ ಸರ್ಕಾರದ ಅವಧಿಯಲ್ಲೇ ಹಣ ಬಿಡುಗಡೆ ಮಾಡಲಾಗಿದೆ. ಮಾತ್ರವಲ್ಲ, ಈ ಹಿಂದೆ 2015-16 ರಲ್ಲಿ ಅದೇ ಕಾಮಗಾರಿಗಳಿಗೆ 9,60,00,000 ರೂ.ಗಳನ್ನು ಬಿಡುಗಡೆ ಮಾಡಲಾಗಿತ್ತು. ಈ ಅಕ್ರಮದಲ್ಲಿ ಭಾಗಿಯಾಗಿರುವ ಅಧಿಕಾರಿಗಳು ಹಾಗೂ ಗುತ್ತಿಗೆದಾರರ ವಿರುದ್ಧ ಕ್ರಿಮಿನಲ್ ಮೊಕದ್ದಮೆ ದಾಖಲಿಸಿ, ಹಣವನ್ನು ವಸೂಲಿ ಮಾಡಬೇಕು ಎಂದು ಅವರು ಒತ್ತಾಯಿಸಿದ್ದಾರೆ. (590, 1167, 752, 1250)
divider (694, 470, 695, 1120)
lead-photo-meeting (212, 116, 469, 256)
photo-figure (881, 963, 899, 1025)
photo-figure (445, 549, 475, 609)
photo-figure (645, 545, 673, 609)
issue-date: ದಿನಾಂಕ: 26-06-2025, ಗುರುವಾರ (427, 37, 543, 47)
ad-line-2 (35, 1377, 229, 1394)
extracurricular-col-1: ಚಿಕ್ಕನಾಯಕನಹಳ್ಳಿ: ವಿದ್ಯಾರ್ಥಿಗಳು ಕೇವಲ ಪಠ್ಯಕ್ಕೆ ಸೀಮಿತವಾಗಿರದೇ ಪಠ್ಯೇತರ ಚಟುವಟಿಕೆಗಳಾದ ಸಾಂಸ್ಕೃತಿಕಕಾರ್ಯಕ್ರಮ, ಕ್ರೀಡೆಗಳಲ್ಲಿ ಪಾಲ್ಗೊಳ್ಳುವ ಮೂಲಕ ತಮ್ಮ ಆರೋಗ್ಯವನ್ನು ಚೆನ್ನಾಗಿ ಇಟ್ಟು ಕೊಳ್ಳಿ ನಿಮ್ಮ ವೈಜ್ಞಾನಿಕ ಭವಿಷ್ಯವನ್ನು ಉತ್ತಮಪಡಿಸುವುದು ನನ್ನ ಹಾಗೂ ಕಾಲೇಜಿನ ಜವಾಬ್ದಾರಿಯಾಗಿದೆ ಎಂದು ಶಾಸಕ ಸಿ.ಬಿ.ಸುರೇಶಬಾಬು ತಿಳಿಸಿದರು. ಪಟ್ಟಣದ ಸರ್ಕಾರಿ ಪ್ರಥಮ ದರ್ಜೆ ಕಾಲೇಜಿನ ಆವರಣದಲ್ಲಿ ವಿದ್ಯಾರ್ಥಿಸಂಘದ 2024-25ನೇ ಸಾಲಿನ ಸಾಂಸ್ಕೃತಿಕ, ಕ್ರೀಡೆ, ರಾಷ್ಟ್ರೀಯ ಸೇವಾ ಯೋಜನೆ, ಯುವರೆಡ್‌ಕ್ರಾಸ್,ರೋವರ್ಸ್ ಮತ್ತುರೇಂಜರ್ಸ್ ಘಟಕಗಳ ಸಮಾರೋಪ ಸಮಾರಂಭವನ್ನು ಉದ್ಘಾಟಿಸಿ ಮಾತನಾಡಿದರು. ಈ ಕಾಲೇಜಿನಲ್ಲಿ ಉತ್ತಮ ಮೂಲಭೂತ ಸೌಲಭ್ಯಗಳನ್ನು ಒದಗಿಸಲಾಗಿದೆ. ಈ ಕಾಲೇಜಿಗೆ ಹೊಸ ಕಟ್ಟಡಗಳ ನಿರ್ಮಾಣಕ್ಕೆ ಅನುದಾನ ನೀಡಿದ್ದೇನೆ. ಈ ಕಾಲೇಜಿನಲ್ಲಿ 700ಕ್ಕೂ ಹೆಚ್ಚು ವಿದ್ಯಾರ್ಥಿಗಳು ವ್ಯಾಸಂಗ ಮಾಡುತ್ತಿದ್ದಾರೆ. ನಮ್ಮ ಈ ಕಾಲೇಜಿಗೆ ಅಗತ್ಯವಿರುವ ಎಲ್ಲಾ ಮೂಲಭೂತ ಸೌಲಭ್ಯಗಳನ್ನು ಒದಗಿಸಲಾಗುವುದು ಎಂದರು. (250, 517, 395, 684)
lead-col-5: ಕೈಗೊಳ್ಳಲಾಗುವುದು. ಅಷ್ಟು ಮುಂದೆ ಅಧಿಕಾರಿಗಳು ಕರ್ತವ್ಯದಲ್ಲಿ ನಿರ್ಲಕ್ಷ್ಯ ತೋರಬಾರದು ಎಂದು ಎಚ್ಚರಿಕೆ ನೀಡಿದರು. ಪಂಚ ಗ್ಯಾರಂಟಿ ಯೋಜನೆಗಳ ಪೈಕಿ ಗೃಹಲಕ್ಷ್ಮಿ ಯೋಜನೆಯಡಿ ಜಿಲ್ಲೆಯ 19,71,047 ಫಲಾನುಭವಿಗಳಿಗೆ 3523 ಕೋಟಿ ರೂ. ಹಣವನ್ನು ನೇರ ನಗದು ವರ್ಗಾವಣೆ ಮಾಡಲಾಗಿದೆ. ಶಕ್ತಿ ಯೋಜನೆಯಡಿ 14.2 ಕೋಟಿ ಮಹಿಳೆಯರು 431 ಕೋಟಿ ರೂ.ಗಳಷ್ಟು ಉಚಿತ ಪ್ರಯಾಣ ಮಾಡಿದ್ದಾರೆ ಎಂದು ಮಾಹಿತಿ ನೀಡಿದರು. ನಂತರ ಶಾಸಕ ಸುರೇಶ್ ಗೌಡ ಮಾತನಾಡಿ, ಬಡವರಿಗೆ ಮತ್ತು ಅರ್ಹ ಗ್ಯಾರಂಟಿ ಯೋಜನೆಗಳ ಸೌಲಭ್ಯ ಒದಗಿಸಬೇಕು. ಅಬಕಾರಿ ಇಲಾಖೆಯಲ್ಲಿ ಗ್ರಾಮೀಣ ಪ್ರದೇಶಗಳಲ್ಲಿ ಅಕ್ರಮ ಮದ್ಯ ಮಾರಾಟ ಹೆಚ್ಚಾಗಿದೆ. ಇದರಿಂದ ಮಹಿಳೆಯರಿಗೆ ತೊಂದರೆಯಾಗುತ್ತಿದೆ. ಗ್ರಾಮ ಪಂಚಾಯಿತಿ ಮಟ್ಟದಲ್ಲಿ ಕ್ರಮ ಕೈಗೊಳ್ಳಬೇಕು. ಗಾಂಜಾ, ಅಫೀಮು ಮತ್ತು ಮಾದಕ ದ್ರವ್ಯಗಳ ಬಳಕೆ ಹೆಚ್ಚಾಗುತ್ತಿದೆ. ಈ ನಿಟ್ಟಿನಲ್ಲಿ ಕಟ್ಟುನಿಟ್ಟಿನ ಕ್ರಮ ಕೈಗೊಳ್ಳಲು ಪೊಲೀಸ್ ಇಲಾಖೆಗೆ ಸೂಚನೆ ನೀಡಿದರು. ಸಭೆಯಲ್ಲಿ ಶಾಸಕರಾದ ಜಿ.ಬಿ. ಜ್ಯೋತಿಗಣೇಶ್, ಹೆಚ್.ವಿ. ವೆಂಕಟೇಶ್, ಕೆ. ಷಡಕ್ಷರಿ, ಡಾ: ಹೆಚ್.ಡಿ. ರಂಗನಾಥ್, ಎಸ್.ಆರ್. ಶ್ರೀನಿವಾಸ್, ವಿಧಾನ ಪರಿಷತ್ ಸದಸ್ಯ ಆರ್. ರಾಜೇಂದ್ರ, ಜಿಲ್ಲಾಧಿಕಾರಿ ಶುಭ ಕಲ್ಯಾಣ್, ಜಿಲ್ಲಾ ಪೊಲೀಸ್ ವರಿಷ್ಠಾಧಿಕಾರಿ ಕೆ.ವಿ. ಅಶೋಕ್, ಜಿಲ್ಲಾ ಪಂಚಾಯತ್ ಉಪ ಕಾರ್ಯದರ್ಶಿಗಳು ಸೇರಿದಂತೆ ಜಿಲ್ಲಾ ಮಟ್ಟದ ಅಧಿಕಾರಿಗಳು ಉಪಸ್ಥಿತರಿದ್ದರು. ಈ ಸಂದರ್ಭದಲ್ಲಿ ಕೈಗಾರಿಕಾ ಇಲಾಖೆಯಿಂದ ಸಿದ್ಧಪಡಿಸಲಾದ ಕೈಪಿಡಿಯನ್ನು ಬಿಡುಗಡೆಗೊಳಿಸಲಾಯಿತು. (686, 117, 916, 263)
lead-col-3: ಸೇರಿದಂತೆ ಒಟ್ಟು 3699 ಕಾಮಗಾರಿಗಳನ್ನು ಕೈಗೊಳ್ಳಲಾಗಿದ್ದು, 1372 ಕಾಮಗಾರಿಗಳು ಪ್ರಗತಿಯಲ್ಲಿವೆ. ಜೆಜೆಎಂ ಕಾಮಗಾರಿಗಳಲ್ಲಿ ಲೋಪದೋಷ ಕಂಡು ಬಂದಲ್ಲಿ ಕ್ರಮ ಕೈಗೊಳ್ಳಲಾಗುತ್ತಿದೆ. ಕಾಮಗಾರಿ ಪೂರ್ಣಗೊಳಿಸಿದ ಗುತ್ತಿಗೆದಾರರಿಗೆ ನಿಗಧಿತ ಅವಧಿಯೊಳಗೆ ಬಿಲ್ ಪಾವತಿಸಲಾಗುತ್ತದೆ ಎಂದು ಸಭೆಗೆ ಮಾಹಿತಿ ನೀಡಿದರು. ನಂತರ ರಾಷ್ಟ್ರೀಯ ಹೆದ್ದಾರಿ ಕಾಮಗಾರಿಗಳ ಪ್ರಗತಿ ಪರಿಶೀಲಿಸಿದ ಸಚಿವರು, ಜಿಲ್ಲೆಯಲ್ಲಿ ಹಾದು ಹೋಗಿರುವ ರಾಷ್ಟ್ರೀಯ ಹೆದ್ದಾರಿಯಲ್ಲಿರುವ ಗುಂಡಿಗಳನ್ನು ಮುಚ್ಚಿ ರಸ್ತೆ ದುರಸ್ತಿ ಕಾರ್ಯವನ್ನು ಕೈಗೊಳ್ಳಲು ಅಧಿಕಾರಿಗಳಿಗೆ ಸೂಚನೆ ನೀಡಿದರೂ ಈವರೆಗೂ ಕ್ರಮ ಕೈಗೊಂಡಿಲ್ಲ. ಮಧುಗಿರಿ, ಪಟವಾಡಿ ಹಾಗೂ ಬೆಳಗುಂಬ ಬಳಿ ರಸ್ತೆಯಲ್ಲಿ ಮಳೆ ನೀರು ನಿಲ್ಲದಂತೆ ವ್ಯವಸ್ಥೆ ಕಲ್ಪಿಸಬೇಕೆಂದು ನಿರ್ದೇಶನ ನೀಡಿದ್ದರೂ ಈವರೆಗೂ ಯಾವುದೇ ಕ್ರಮ ಕೈಗೊಂಡಿರುವುದಿಲ್ಲ. ಬೆಂಗಳೂರು ಹೆದ್ದಾರಿಯಲ್ಲಿ ಅಪಘಾತಗಳಿಂದ ಜೀವ ಹಾನಿಗಳಾಗಿವೆ. ಕೂಡಲೇ ರಾಷ್ಟ್ರೀಯ (388, 263, 500, 462)
handball-photo (700, 926, 910, 1026)
advertisement-box (34, 1356, 230, 1402)
photo-figure (781, 961, 801, 1025)
doctors-headline-line2: ಅರ್ಜಿ ಆಹ್ವಾನ (90, 984, 180, 1006)
